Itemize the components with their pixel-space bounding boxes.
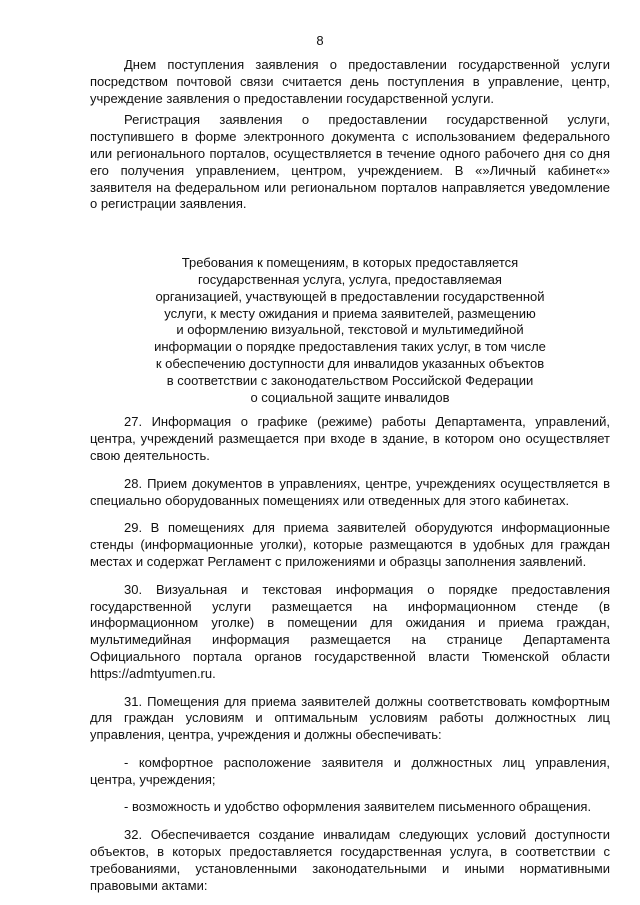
heading-line: в соответствии с законодательством Российской Федерации bbox=[166, 372, 534, 388]
paragraph-31: 31. Помещения для приема заявителей должны соответствовать комфортным для граждан условиям и оптимальным условиям работы должностных лиц управления, центра, учреждения и должны обеспечивать: bbox=[90, 693, 610, 743]
list-item-comfortable-placement: - комфортное расположение заявителя и должностных лиц управления, центра, учреждения; bbox=[90, 754, 610, 787]
paragraph-28: 28. Прием документов в управлениях, центре, учреждениях осуществляется в специально оборудованных помещениях или отведенных для этого кабинетах. bbox=[90, 475, 610, 508]
document-body bbox=[90, 57, 610, 894]
paragraph-electronic-registration: Регистрация заявления о предоставлении государственной услуги, поступившего в форме электронного документа с использованием федерального или регионального порталов, осуществляется в течение одного рабочего дня со дня его получения управлением, центром, учреждением. В «»Личный кабинет«» заявителя на федеральном или региональном порталов направляется уведомление о регистрации заявления. bbox=[90, 112, 610, 212]
list-item-written-appeal: - возможность и удобство оформления заявителем письменного обращения. bbox=[124, 799, 592, 815]
paragraph-29: 29. В помещениях для приема заявителей оборудуются информационные стенды (информационные уголки), которые размещаются в удобных для граждан местах и содержат Регламент с приложениями и образцы заполнения заявлений. bbox=[90, 520, 610, 569]
paragraph-postal-receipt-date: Днем поступления заявления о предоставлении государственной услуги посредством почтовой связи считается день поступления в управление, центр, учреждение заявления о предоставлении государственной услуги. bbox=[90, 57, 610, 106]
heading-line: услуги, к месту ожидания и приема заявителей, размещению bbox=[164, 305, 536, 321]
heading-line: информации о порядке предоставления таких услуг, в том числе bbox=[154, 339, 546, 355]
paragraph-30: 30. Визуальная и текстовая информация о порядке предоставления государственной услуги размещается на информационном стенде (в информационном уголке) в помещении для ожидания и приема граждан, мультимедийная информация размещается на странице Департамента Официального портала органов государственной власти Тюменской области https://admtyumen.ru. bbox=[90, 581, 610, 681]
heading-line: Требования к помещениям, в которых предоставляется bbox=[181, 255, 519, 271]
heading-line: государственная услуга, услуга, предоставляемая bbox=[198, 271, 502, 287]
heading-line: о социальной защите инвалидов bbox=[250, 389, 450, 405]
section-heading bbox=[130, 255, 570, 406]
paragraph-27: 27. Информация о графике (режиме) работы Департамента, управлений, центра, учреждений размещается при входе в здание, в котором оно осуществляет свою деятельность. bbox=[90, 414, 610, 463]
heading-line: организацией, участвующей в предоставлении государственной bbox=[155, 288, 545, 304]
page-number: 8 bbox=[316, 33, 324, 48]
heading-line: к обеспечению доступности для инвалидов указанных объектов bbox=[155, 355, 545, 371]
heading-line: и оформлению визуальной, текстовой и мультимедийной bbox=[176, 322, 524, 338]
paragraph-32: 32. Обеспечивается создание инвалидам следующих условий доступности объектов, в которых предоставляется государственная услуга, в соответствии с требованиями, установленными законодательными и иными нормативными правовыми актами: bbox=[90, 827, 610, 893]
